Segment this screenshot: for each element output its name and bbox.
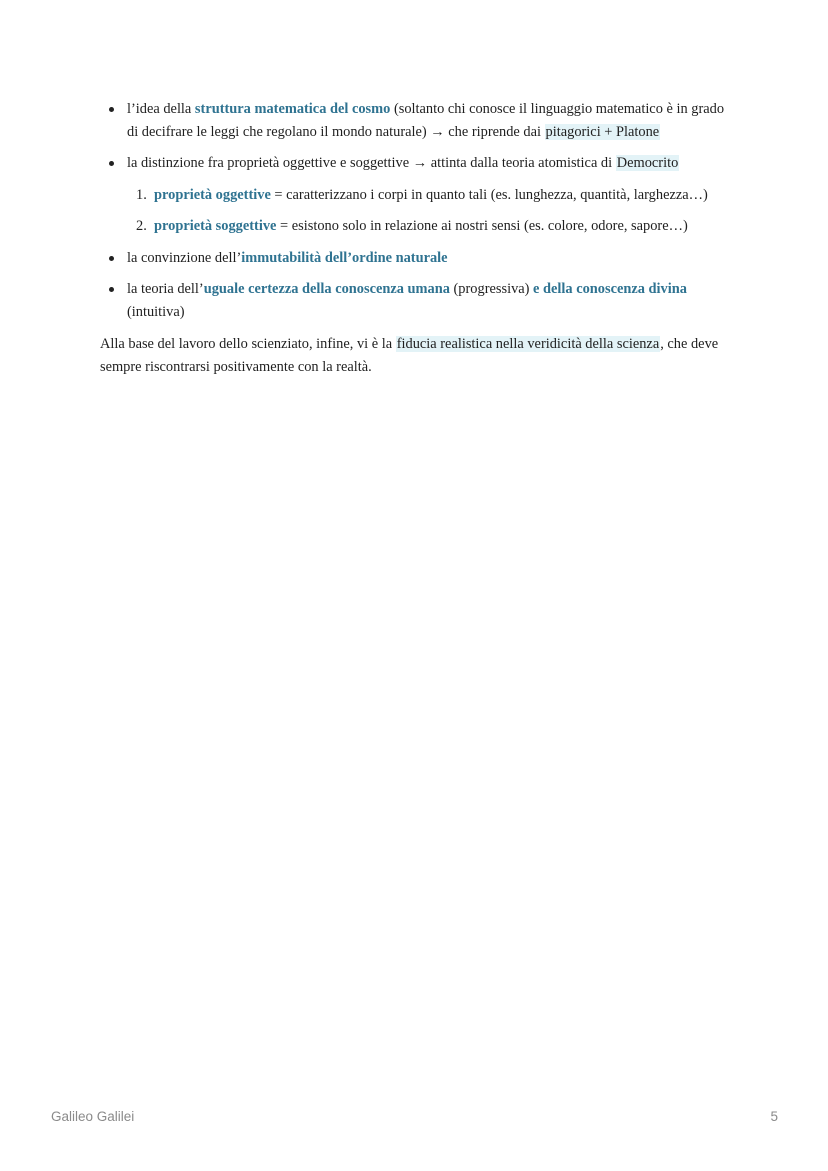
paragraph-text: , che deve sempre riscontrarsi positivamente con la realtà. (100, 336, 719, 375)
list-item (100, 98, 730, 143)
footer-title: Galileo Galilei (51, 1109, 135, 1124)
item-text: (progressiva) (449, 281, 534, 297)
item-text: = esistono solo in relazione ai nostri sensi (es. colore, odore, sapore…) (276, 218, 688, 234)
paragraph-text: Alla base del lavoro dello scienziato, infine, vi è la (100, 336, 396, 352)
highlight-term: immutabilità dell’ordine naturale (241, 249, 448, 266)
highlight-term: uguale certezza della conoscenza umana (203, 281, 450, 297)
marked-text: Democrito (616, 155, 679, 171)
page-number: 5 (770, 1109, 778, 1124)
bullet-icon (109, 161, 114, 166)
highlight-term: struttura matematica del cosmo (194, 101, 391, 117)
item-text: la teoria dell’ (127, 281, 204, 297)
highlight-term: proprietà soggettive (154, 218, 277, 234)
page-content (100, 98, 730, 378)
marked-text: fiducia realistica nella veridicità della scienza (396, 336, 660, 352)
list-item (100, 278, 730, 323)
highlight-term: proprietà oggettive (154, 186, 271, 203)
item-text: (intuitiva) (127, 303, 185, 320)
numbered-item (100, 215, 730, 238)
highlight-term: e della conoscenza divina (533, 281, 687, 297)
item-text: (soltanto chi conosce il linguaggio matematico è in grado di decifrare le leggi che regolano il mondo naturale) → che riprende dai (127, 101, 725, 140)
item-text: la distinzione fra proprietà oggettive e soggettive → attinta dalla teoria atomistica di (127, 155, 616, 171)
item-number: 2. (136, 218, 147, 234)
item-text: = caratterizzano i corpi in quanto tali (es. lunghezza, quantità, larghezza…) (270, 186, 708, 203)
bullet-icon (109, 287, 114, 292)
list-item (100, 152, 730, 238)
numbered-item (100, 184, 730, 207)
bullet-icon (109, 107, 114, 112)
numbered-list (100, 184, 730, 238)
item-text: l’idea della (127, 101, 195, 117)
item-text: la convinzione dell’ (127, 249, 242, 266)
bullet-list (100, 98, 730, 323)
list-item (100, 247, 730, 270)
item-number: 1. (136, 186, 147, 203)
closing-paragraph (100, 333, 730, 378)
marked-text: pitagorici + Platone (545, 123, 660, 140)
bullet-icon (109, 256, 114, 261)
